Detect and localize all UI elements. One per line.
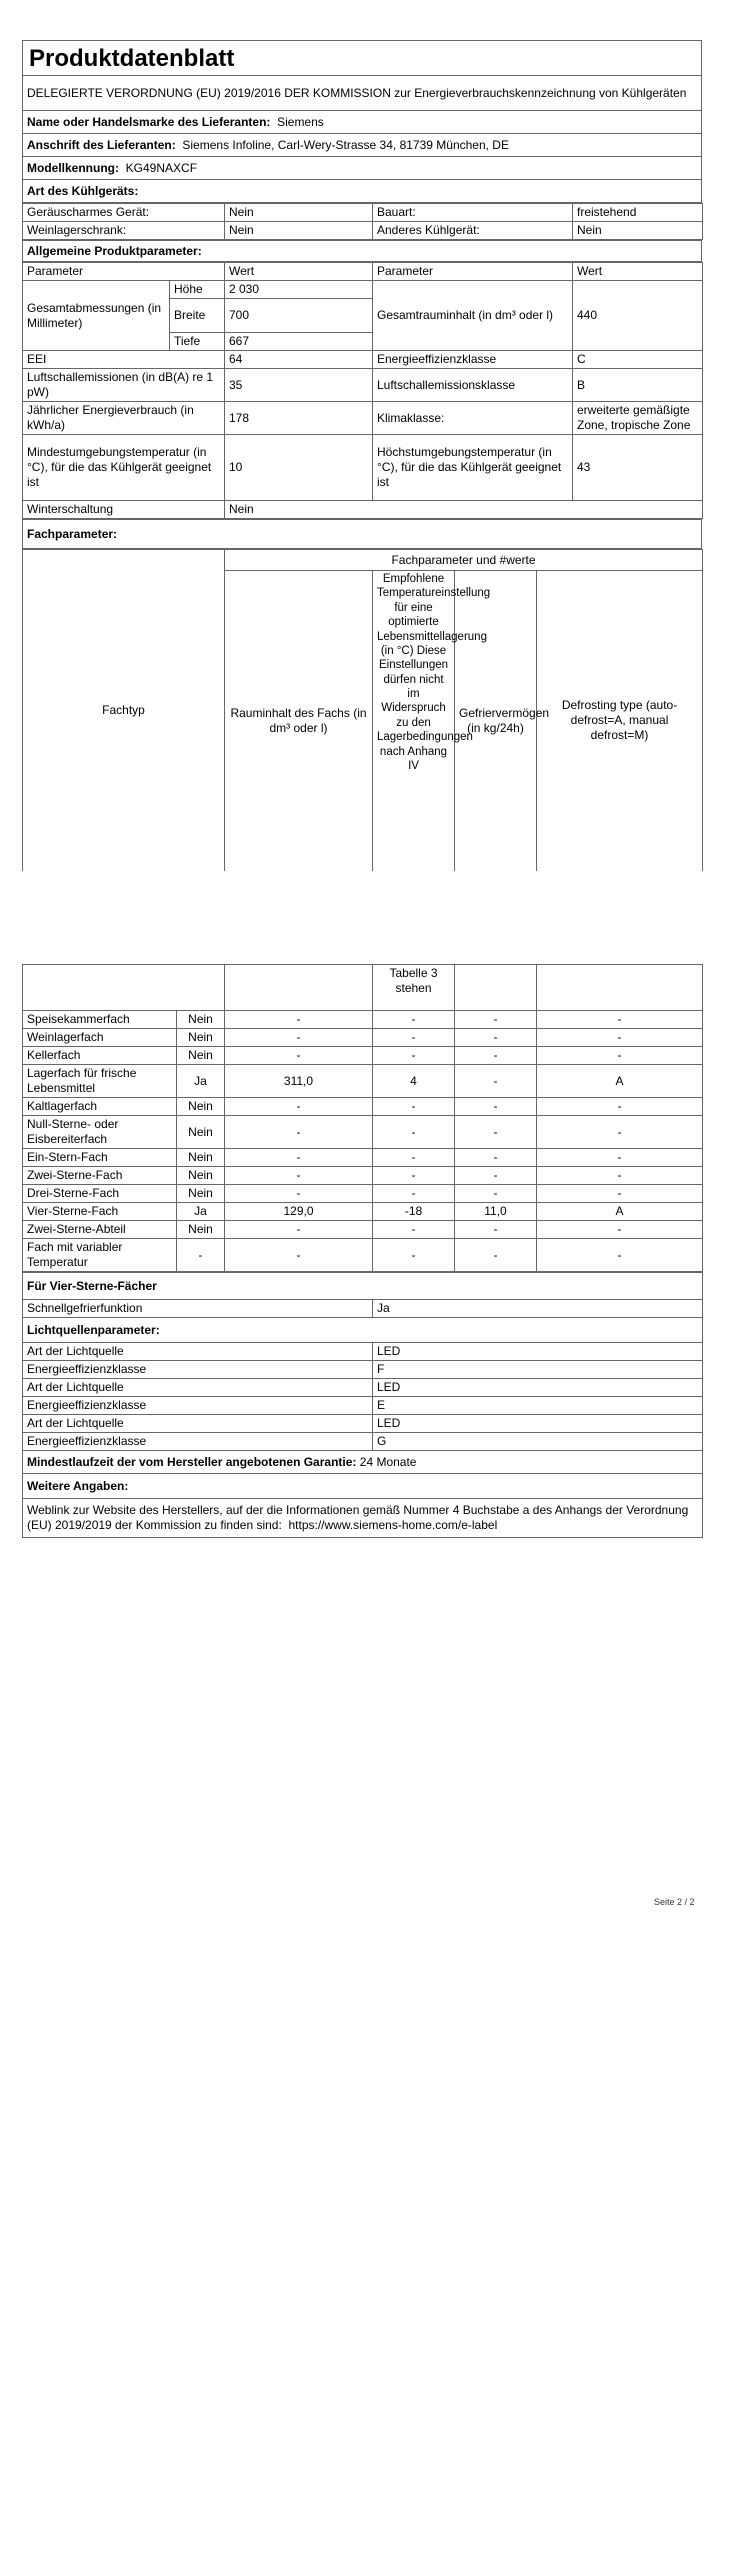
compartment-present: -	[177, 1239, 225, 1272]
compartment-temp: -	[373, 1239, 455, 1272]
datasheet-part-2	[22, 964, 702, 1538]
compartments-heading-table	[22, 519, 702, 549]
type-heading: Art des Kühlgeräts:	[23, 180, 702, 203]
compartment-row	[23, 1098, 703, 1116]
compartment-row	[23, 1047, 703, 1065]
compartment-name: Vier-Sterne-Fach	[23, 1203, 177, 1221]
compartment-volume: -	[225, 1098, 373, 1116]
param-value: 64	[225, 351, 373, 369]
compartment-defrost: -	[537, 1098, 703, 1116]
compartment-freeze: -	[455, 1098, 537, 1116]
compartment-row	[23, 1167, 703, 1185]
general-table	[22, 262, 703, 519]
compartment-row	[23, 1065, 703, 1098]
type-value: Nein	[225, 204, 373, 222]
winter-label: Winterschaltung	[23, 501, 225, 519]
model-label: Modellkennung:	[27, 160, 119, 175]
param-label: Höchstumgebungstemperatur (in °C), für die das Kühlgerät geeignet ist	[373, 435, 573, 501]
compartment-present: Ja	[177, 1203, 225, 1221]
compartment-row	[23, 1116, 703, 1149]
compartment-rows	[23, 1011, 703, 1272]
compartment-temp: -	[373, 1098, 455, 1116]
compartment-defrost: A	[537, 1065, 703, 1098]
compartment-name: Ein-Stern-Fach	[23, 1149, 177, 1167]
compartment-volume: -	[225, 1047, 373, 1065]
volume-label: Gesamtrauminhalt (in dm³ oder l)	[373, 281, 573, 351]
light-value: F	[373, 1361, 703, 1379]
compartment-temp: 4	[373, 1065, 455, 1098]
general-heading: Allgemeine Produktparameter:	[23, 241, 702, 262]
col-temp: Empfohlene Temperatureinstellung für eine optimierte Lebensmittellagerung (in °C) Diese Einstellungen dürfen nicht im Widerspruch zu den Lagerbedingungen nach Anhang IV	[373, 571, 455, 871]
volume-value: 440	[573, 281, 703, 351]
col-temp-cont: Tabelle 3 stehen	[373, 965, 455, 1011]
type-value: Nein	[225, 222, 373, 240]
compartment-defrost: -	[537, 1167, 703, 1185]
type-label: Geräuscharmes Gerät:	[23, 204, 225, 222]
col-param: Parameter	[23, 263, 225, 281]
warranty-value: 24 Monate	[359, 1454, 417, 1469]
compartment-name: Null-Sterne- oder Eisbereiterfach	[23, 1116, 177, 1149]
four-star-heading: Für Vier-Sterne-Fächer	[23, 1273, 703, 1300]
compartment-defrost: -	[537, 1185, 703, 1203]
compartment-volume: 129,0	[225, 1203, 373, 1221]
supplier-name-row	[23, 111, 702, 134]
compartment-volume: -	[225, 1029, 373, 1047]
header-table	[22, 40, 702, 203]
light-heading: Lichtquellenparameter:	[23, 1318, 703, 1343]
compartment-freeze: -	[455, 1065, 537, 1098]
compartment-freeze: -	[455, 1239, 537, 1272]
compartment-present: Nein	[177, 1185, 225, 1203]
light-value: LED	[373, 1415, 703, 1433]
compartments-heading: Fachparameter:	[23, 520, 702, 549]
param-value: 35	[225, 369, 373, 402]
col-type: Fachtyp	[23, 550, 225, 871]
col-value: Wert	[573, 263, 703, 281]
regulation-text: DELEGIERTE VERORDNUNG (EU) 2019/2016 DER KOMMISSION zur Energieverbrauchskennzeichnung von Kühlgeräten	[23, 76, 702, 111]
type-label: Weinlagerschrank:	[23, 222, 225, 240]
param-value: 10	[225, 435, 373, 501]
compartment-temp: -	[373, 1011, 455, 1029]
dim-label: Höhe	[170, 281, 225, 299]
dim-value: 667	[225, 333, 373, 351]
compartment-freeze: -	[455, 1011, 537, 1029]
warranty-row	[23, 1451, 703, 1474]
param-value: 178	[225, 402, 373, 435]
compartment-defrost: -	[537, 1116, 703, 1149]
col-volume: Rauminhalt des Fachs (in dm³ oder l)	[225, 571, 373, 871]
dims-label: Gesamtabmessungen (in Millimeter)	[23, 281, 170, 351]
general-heading-table	[22, 240, 702, 262]
light-value: LED	[373, 1343, 703, 1361]
dim-label: Tiefe	[170, 333, 225, 351]
col-param: Parameter	[373, 263, 573, 281]
compartment-freeze: -	[455, 1221, 537, 1239]
compartment-row	[23, 1011, 703, 1029]
compartment-temp: -	[373, 1029, 455, 1047]
dim-label: Breite	[170, 299, 225, 333]
compartment-volume: -	[225, 1116, 373, 1149]
type-row	[23, 204, 703, 222]
light-value: G	[373, 1433, 703, 1451]
param-value: 43	[573, 435, 703, 501]
compartment-defrost: -	[537, 1047, 703, 1065]
compartment-freeze: -	[455, 1047, 537, 1065]
compartment-name: Fach mit variabler Temperatur	[23, 1239, 177, 1272]
compartment-name: Kellerfach	[23, 1047, 177, 1065]
param-label: Jährlicher Energieverbrauch (in kWh/a)	[23, 402, 225, 435]
compartment-present: Nein	[177, 1167, 225, 1185]
compartment-name: Zwei-Sterne-Abteil	[23, 1221, 177, 1239]
compartment-row	[23, 1221, 703, 1239]
continued-freeze-cell	[455, 965, 537, 1011]
compartment-name: Weinlagerfach	[23, 1029, 177, 1047]
light-label: Art der Lichtquelle	[23, 1415, 373, 1433]
col-defrost: Defrosting type (auto-defrost=A, manual defrost=M)	[537, 571, 703, 871]
compartment-freeze: -	[455, 1029, 537, 1047]
compartment-present: Nein	[177, 1116, 225, 1149]
compartment-row	[23, 1149, 703, 1167]
light-label: Art der Lichtquelle	[23, 1379, 373, 1397]
compartment-present: Nein	[177, 1047, 225, 1065]
compartment-temp: -	[373, 1047, 455, 1065]
compartment-defrost: -	[537, 1011, 703, 1029]
continued-type-cell	[23, 965, 225, 1011]
compartment-freeze: 11,0	[455, 1203, 537, 1221]
compartment-present: Nein	[177, 1029, 225, 1047]
type-value: freistehend	[573, 204, 703, 222]
param-label: Mindestumgebungstemperatur (in °C), für die das Kühlgerät geeignet ist	[23, 435, 225, 501]
type-label: Anderes Kühlgerät:	[373, 222, 573, 240]
compartment-present: Nein	[177, 1221, 225, 1239]
compartment-defrost: -	[537, 1239, 703, 1272]
light-value: LED	[373, 1379, 703, 1397]
compartment-freeze: -	[455, 1149, 537, 1167]
four-star-table	[22, 1272, 703, 1538]
quick-freeze-value: Ja	[373, 1300, 703, 1318]
quick-freeze-label: Schnellgefrierfunktion	[23, 1300, 373, 1318]
compartment-temp: -	[373, 1185, 455, 1203]
compartment-present: Nein	[177, 1149, 225, 1167]
more-text-row	[23, 1499, 703, 1538]
manufacturer-link[interactable]: https://www.siemens-home.com/e-label	[288, 1518, 498, 1532]
light-value: E	[373, 1397, 703, 1415]
param-label: EEI	[23, 351, 225, 369]
compartment-temp: -	[373, 1116, 455, 1149]
light-label: Art der Lichtquelle	[23, 1343, 373, 1361]
model-value: KG49NAXCF	[125, 160, 198, 175]
compartment-name: Zwei-Sterne-Fach	[23, 1167, 177, 1185]
param-value: erweiterte gemäßigte Zone, tropische Zone	[573, 402, 703, 435]
type-row	[23, 222, 703, 240]
compartment-temp: -	[373, 1167, 455, 1185]
compartment-volume: -	[225, 1239, 373, 1272]
type-label: Bauart:	[373, 204, 573, 222]
compartment-defrost: -	[537, 1029, 703, 1047]
datasheet-part-1	[22, 40, 702, 871]
compartments-table	[22, 964, 703, 1272]
param-label: Luftschallemissionen (in dB(A) re 1 pW)	[23, 369, 225, 402]
compartment-volume: -	[225, 1167, 373, 1185]
param-label: Klimaklasse:	[373, 402, 573, 435]
page-title: Produktdatenblatt	[23, 41, 702, 76]
supplier-address-label: Anschrift des Lieferanten:	[27, 137, 176, 152]
compartment-name: Drei-Sterne-Fach	[23, 1185, 177, 1203]
col-value: Wert	[225, 263, 373, 281]
more-text: Weblink zur Website des Herstellers, auf der die Informationen gemäß Nummer 4 Buchstabe a des Anhangs der Verordnung (EU) 2019/2019 der Kommission zu finden sind:	[27, 1503, 689, 1532]
compartment-defrost: A	[537, 1203, 703, 1221]
dim-value: 2 030	[225, 281, 373, 299]
compartment-present: Nein	[177, 1098, 225, 1116]
compartment-name: Lagerfach für frische Lebensmittel	[23, 1065, 177, 1098]
compartment-present: Ja	[177, 1065, 225, 1098]
light-label: Energieeffizienzklasse	[23, 1397, 373, 1415]
compartment-row	[23, 1203, 703, 1221]
continued-volume-cell	[225, 965, 373, 1011]
compartment-freeze: -	[455, 1167, 537, 1185]
compartment-row	[23, 1239, 703, 1272]
col-group: Fachparameter und #werte	[225, 550, 703, 571]
compartment-freeze: -	[455, 1116, 537, 1149]
compartment-volume: 311,0	[225, 1065, 373, 1098]
compartment-temp: -	[373, 1221, 455, 1239]
compartment-temp: -18	[373, 1203, 455, 1221]
continued-defrost-cell	[537, 965, 703, 1011]
compartment-temp: -	[373, 1149, 455, 1167]
compartment-freeze: -	[455, 1185, 537, 1203]
compartment-name: Kaltlagerfach	[23, 1098, 177, 1116]
compartment-name: Speisekammerfach	[23, 1011, 177, 1029]
supplier-address-row	[23, 134, 702, 157]
supplier-name-label: Name oder Handelsmarke des Lieferanten:	[27, 114, 271, 129]
supplier-address-value: Siemens Infoline, Carl-Wery-Strasse 34, 81739 München, DE	[182, 137, 509, 152]
compartment-row	[23, 1185, 703, 1203]
compartments-header-table	[22, 549, 703, 871]
param-label: Energieeffizienzklasse	[373, 351, 573, 369]
compartment-row	[23, 1029, 703, 1047]
more-heading: Weitere Angaben:	[23, 1474, 703, 1499]
compartment-defrost: -	[537, 1149, 703, 1167]
supplier-name-value: Siemens	[277, 114, 324, 129]
param-label: Luftschallemissionsklasse	[373, 369, 573, 402]
compartment-volume: -	[225, 1149, 373, 1167]
dim-value: 700	[225, 299, 373, 333]
compartment-volume: -	[225, 1221, 373, 1239]
param-value: C	[573, 351, 703, 369]
type-table	[22, 203, 703, 240]
param-value: B	[573, 369, 703, 402]
model-row	[23, 157, 702, 180]
warranty-label: Mindestlaufzeit der vom Hersteller angebotenen Garantie:	[27, 1454, 357, 1469]
compartment-present: Nein	[177, 1011, 225, 1029]
compartment-volume: -	[225, 1185, 373, 1203]
compartment-defrost: -	[537, 1221, 703, 1239]
winter-value: Nein	[225, 501, 703, 519]
compartment-volume: -	[225, 1011, 373, 1029]
type-value: Nein	[573, 222, 703, 240]
light-label: Energieeffizienzklasse	[23, 1361, 373, 1379]
page-number: Seite 2 / 2	[654, 1897, 695, 1907]
light-label: Energieeffizienzklasse	[23, 1433, 373, 1451]
col-freeze: Gefriervermögen (in kg/24h)	[455, 571, 537, 871]
